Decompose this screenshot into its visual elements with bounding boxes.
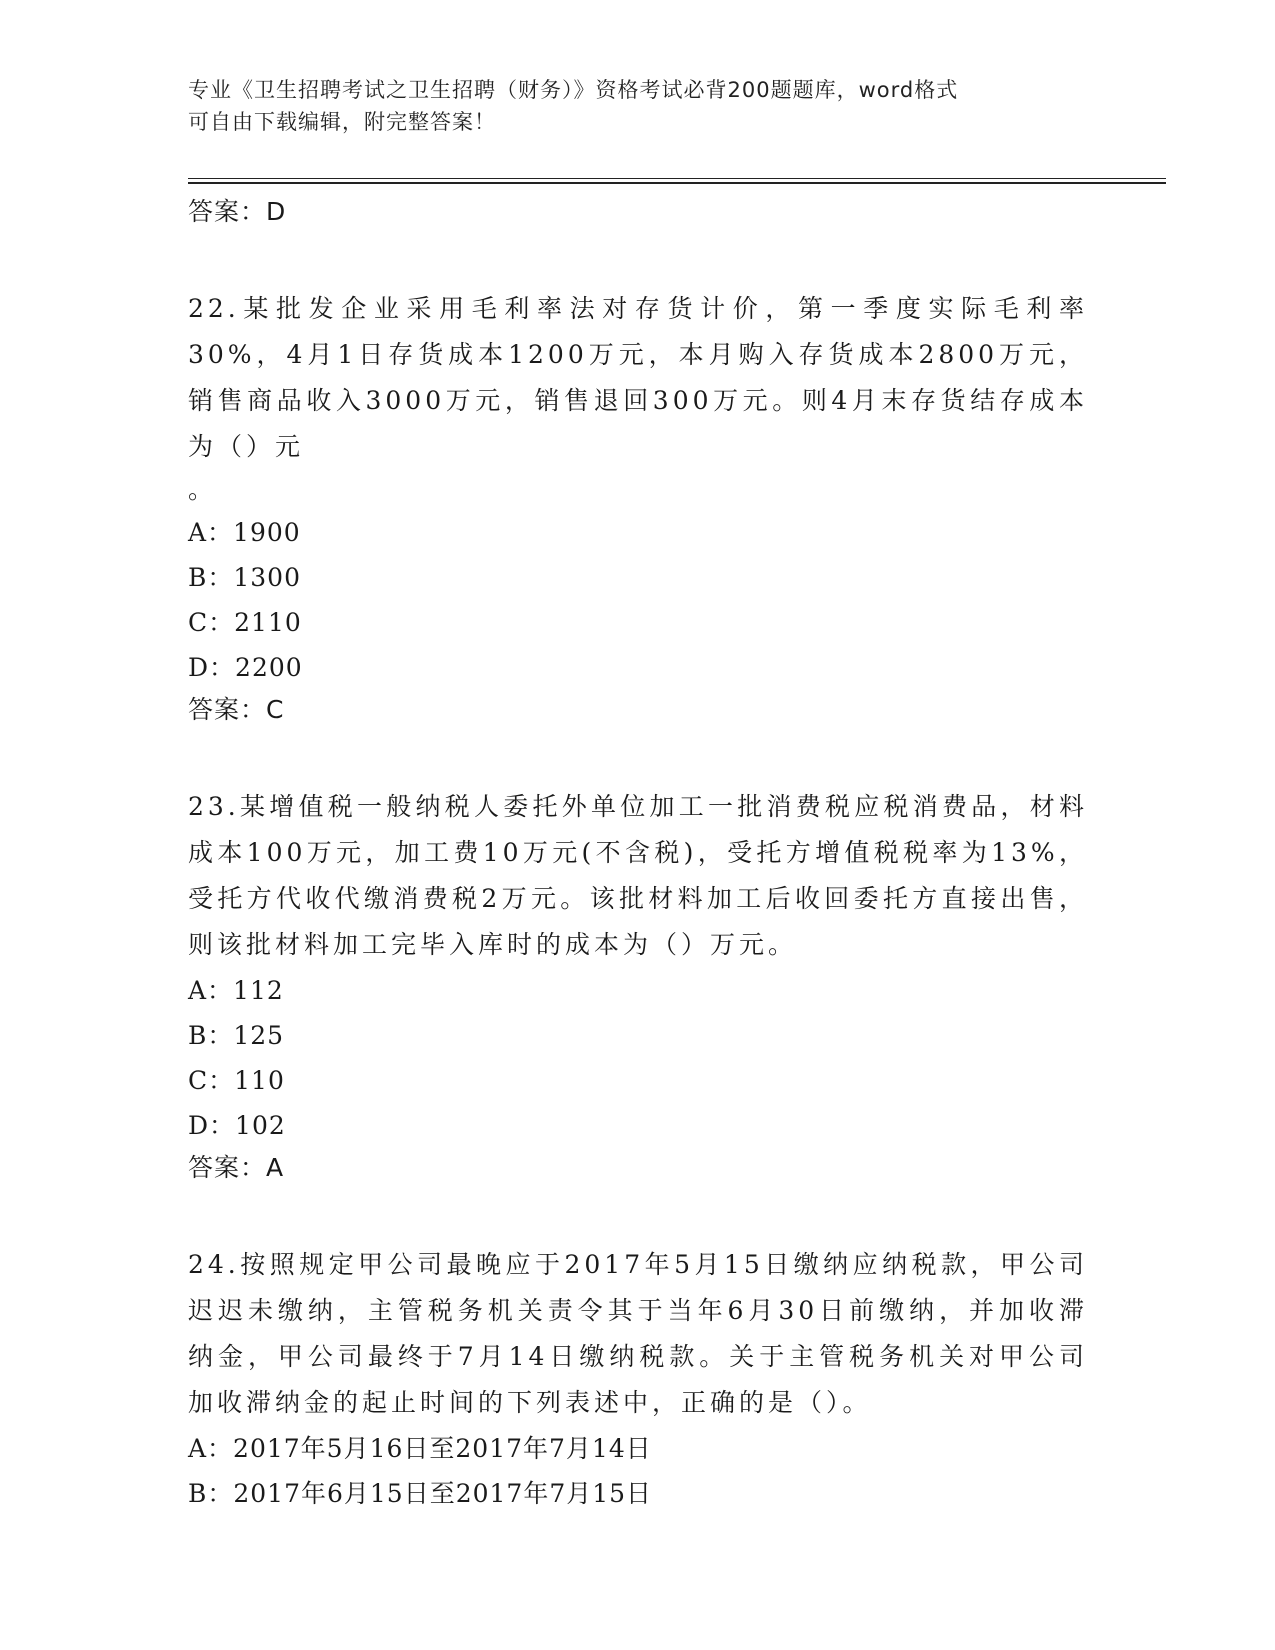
answer: 答案：A: [188, 1153, 285, 1182]
option-b: B：1300: [188, 563, 301, 592]
question-text-tail: 。: [188, 475, 218, 504]
previous-answer: 答案：D: [188, 197, 287, 226]
option-d: D：102: [188, 1111, 286, 1140]
header-line-1: 专业《卫生招聘考试之卫生招聘（财务）》资格考试必背200题题库，word格式: [188, 78, 959, 102]
option-c: C：110: [188, 1066, 285, 1095]
option-b: B：125: [188, 1021, 285, 1050]
spacer: [188, 1188, 1088, 1242]
question-text: 24.按照规定甲公司最晚应于2017年5月15日缴纳应纳税款，甲公司迟迟未缴纳，主管税务机关责令其于当年6月30日前缴纳，并加收滞纳金，甲公司最终于7月14日缴纳税款。关于主管税务机关对甲公司加收滞纳金的起止时间的下列表述中，正确的是（）。: [188, 1250, 1088, 1417]
option-c: C：2110: [188, 608, 302, 637]
question-22: [188, 286, 1088, 730]
document-header: [188, 74, 1088, 138]
question-23: [188, 784, 1088, 1188]
option-b: B：2017年6月15日至2017年7月15日: [188, 1479, 653, 1508]
question-text: 23.某增值税一般纳税人委托外单位加工一批消费税应税消费品，材料成本100万元，加工费10万元(不含税)，受托方增值税税率为13%，受托方代收代缴消费税2万元。该批材料加工后收回委托方直接出售，则该批材料加工完毕入库时的成本为（）万元。: [188, 792, 1088, 959]
spacer: [188, 232, 1088, 286]
option-a: A：1900: [188, 518, 301, 547]
option-d: D：2200: [188, 653, 303, 682]
question-content: [188, 192, 1088, 1516]
question-text: 22.某批发企业采用毛利率法对存货计价，第一季度实际毛利率30%，4月1日存货成本1200万元，本月购入存货成本2800万元，销售商品收入3000万元，销售退回300万元。则4月末存货结存成本为（）元: [188, 294, 1088, 461]
answer: 答案：C: [188, 695, 285, 724]
option-a: A：112: [188, 976, 284, 1005]
option-a: A：2017年5月16日至2017年7月14日: [188, 1434, 652, 1463]
header-divider-thin: [188, 178, 1166, 179]
spacer: [188, 730, 1088, 784]
question-24: [188, 1242, 1088, 1516]
header-line-2: 可自由下载编辑，附完整答案！: [188, 110, 496, 134]
header-divider-thick: [188, 182, 1166, 184]
